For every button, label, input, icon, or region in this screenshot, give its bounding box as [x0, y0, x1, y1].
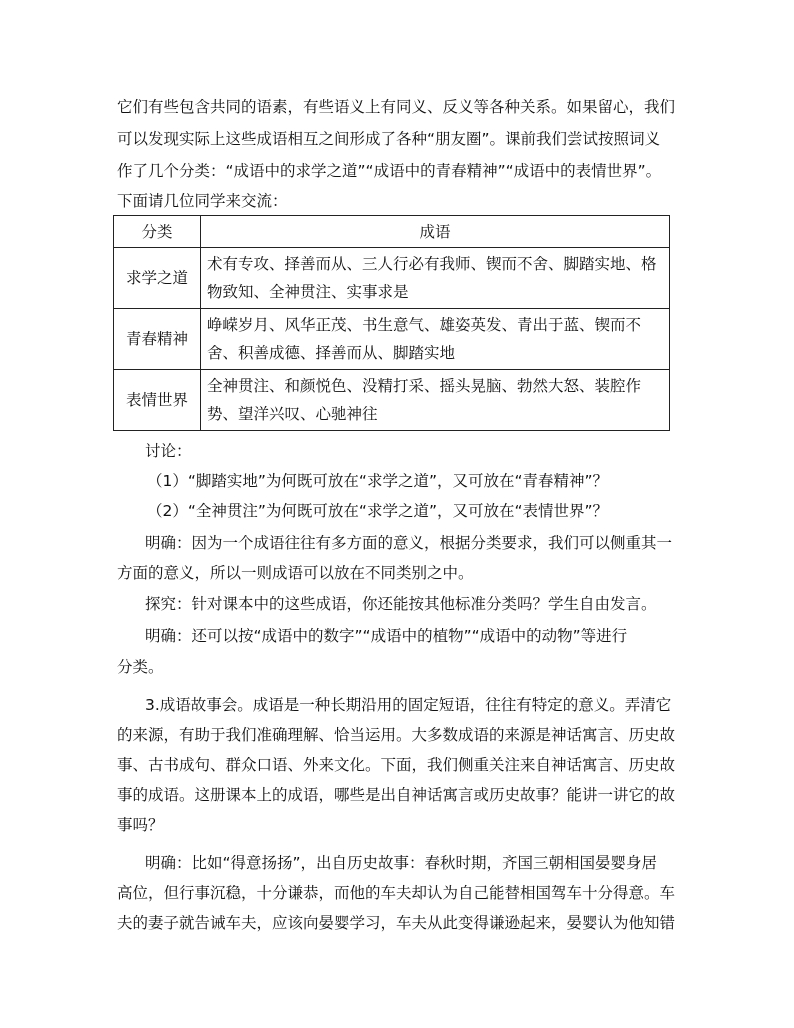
story-line-3: 事、古书成句、群众口语、外来文化。下面，我们侧重关注来自神话寓言、历史故	[117, 756, 676, 774]
story-answer-line-1: 明确：比如“得意扬扬”，出自历史故事：春秋时期，齐国三朝相国晏婴身居	[145, 854, 658, 872]
row-category: 求学之道	[114, 248, 201, 309]
row-idioms: 术有专攻、择善而从、三人行必有我师、锲而不舍、脚踏实地、格物致知、全神贯注、实事求是	[201, 248, 670, 309]
header-category: 分类	[114, 216, 201, 248]
discussion-label: 讨论：	[145, 442, 192, 460]
row-category: 青春精神	[114, 309, 201, 370]
table-row	[114, 370, 670, 431]
story-line-5: 事吗？	[117, 816, 164, 834]
row-idioms: 全神贯注、和颜悦色、没精打采、摇头晃脑、勃然大怒、装腔作势、望洋兴叹、心驰神往	[201, 370, 670, 431]
intro-line-3: 作了几个分类：“成语中的求学之道”“成语中的青春精神”“成语中的表情世界”。	[117, 162, 662, 180]
row-idioms: 峥嵘岁月、风华正茂、书生意气、雄姿英发、青出于蓝、锲而不舍、积善成德、择善而从、脚踏实地	[201, 309, 670, 370]
story-answer-line-2: 高位，但行事沉稳，十分谦恭，而他的车夫却认为自己能替相国驾车十分得意。车	[117, 884, 676, 902]
idiom-category-table	[113, 215, 670, 431]
story-answer-line-3: 夫的妻子就告诫车夫，应该向晏婴学习，车夫从此变得谦逊起来，晏婴认为他知错	[117, 914, 676, 932]
answer-2-line-1: 明确：还可以按“成语中的数字”“成语中的植物”“成语中的动物”等进行	[145, 627, 628, 645]
intro-line-1: 它们有些包含共同的语素，有些语义上有同义、反义等各种关系。如果留心，我们	[117, 98, 676, 116]
answer-1-line-2: 方面的意义，所以一则成语可以放在不同类别之中。	[117, 564, 474, 582]
story-line-4: 事的成语。这册课本上的成语，哪些是出自神话寓言或历史故事？能讲一讲它的故	[117, 786, 676, 804]
header-idioms: 成语	[201, 216, 670, 248]
intro-line-2: 可以发现实际上这些成语相互之间形成了各种“朋友圈”。课前我们尝试按照词义	[117, 130, 661, 148]
table-header-row	[114, 216, 670, 248]
story-line-2: 的来源，有助于我们准确理解、恰当运用。大多数成语的来源是神话寓言、历史故	[117, 726, 676, 744]
answer-2-line-2: 分类。	[117, 658, 164, 676]
table-row	[114, 309, 670, 370]
discussion-question-1: （1）“脚踏实地”为何既可放在“求学之道”，又可放在“青春精神”？	[147, 472, 609, 490]
explore-line: 探究：针对课本中的这些成语，你还能按其他标准分类吗？学生自由发言。	[145, 595, 657, 613]
discussion-question-2: （2）“全神贯注”为何既可放在“求学之道”，又可放在“表情世界”？	[147, 502, 609, 520]
answer-1-line-1: 明确：因为一个成语往往有多方面的意义，根据分类要求，我们可以侧重其一	[145, 534, 673, 552]
intro-line-4: 下面请几位同学来交流：	[117, 192, 288, 210]
table-row	[114, 248, 670, 309]
story-line-1: 3.成语故事会。成语是一种长期沿用的固定短语，往往有特定的意义。弄清它	[145, 696, 672, 714]
row-category: 表情世界	[114, 370, 201, 431]
